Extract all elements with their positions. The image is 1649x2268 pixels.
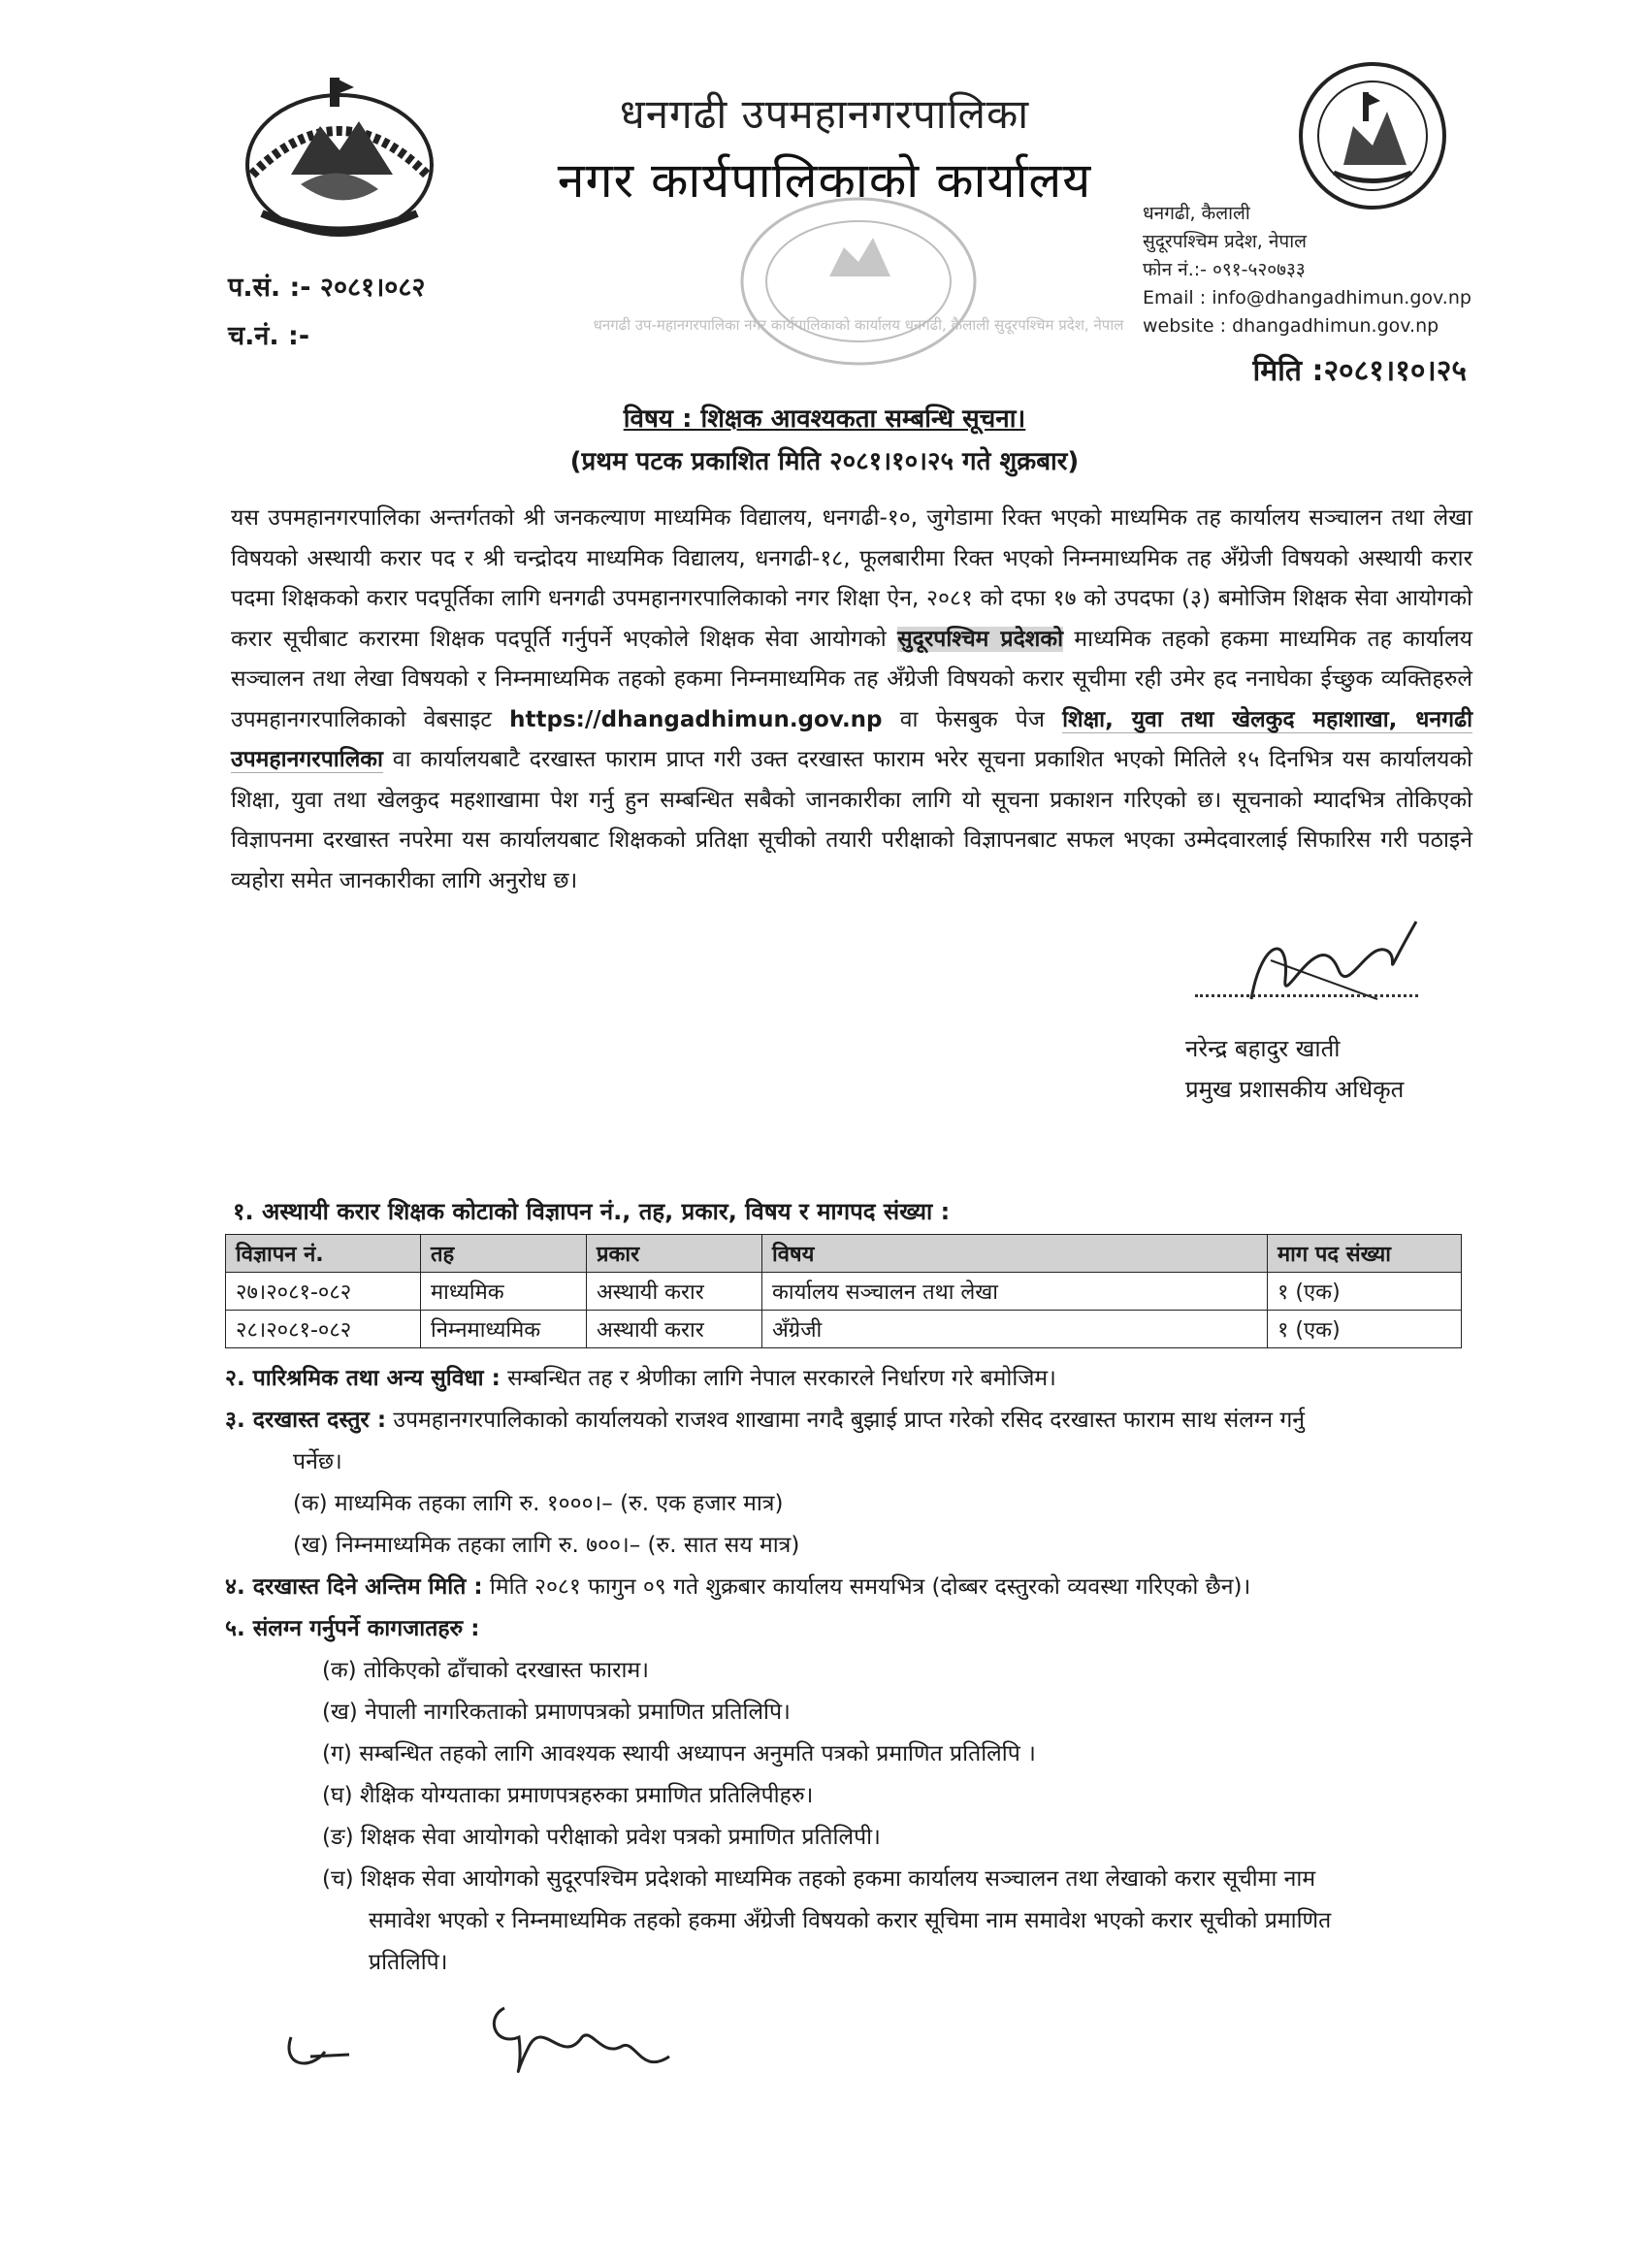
facebook-page-name: शिक्षा, युवा तथा खेलकुद महाशाखा, धनगढी उपमहानगरपालिका — [231, 706, 1473, 772]
address-text: धनगढी, कैलाली — [1143, 203, 1250, 224]
cell-level: निम्नमाध्यमिक — [421, 1311, 587, 1348]
signatory-title: प्रमुख प्रशासकीय अधिकृत — [1185, 1076, 1405, 1103]
section-2-title: २. पारिश्रमिक तथा अन्य सुविधा : — [225, 1366, 501, 1391]
doc-item: (ग) सम्बन्धित तहको लागि आवश्यक स्थायी अध्यापन अनुमति पत्रको प्रमाणित प्रतिलिपि । — [322, 1741, 1036, 1766]
reference-block — [228, 264, 425, 361]
doc-item: (घ) शैक्षिक योग्यताका प्रमाणपत्रहरुका प्रमाणित प्रतिलिपीहरु। — [322, 1783, 814, 1808]
notice-sections — [225, 1358, 1476, 1984]
cell-post-count: १ (एक) — [1268, 1273, 1462, 1311]
org-name-line2: नगर कार्यपालिकाको कार्यालय — [557, 152, 1092, 209]
handwritten-initials-icon — [272, 1979, 737, 2095]
body-part-1: यस उपमहानगरपालिका अन्तर्गतको श्री जनकल्याण माध्यमिक विद्यालय, धनगढी-१०, जुगेडामा रिक्त भएको माध्यमिक तह कार्यालय सञ्चालन तथा लेखा विषयको अस्थायी करार पद र श्री चन्द्रोदय माध्यमिक विद्यालय, धनगढी-१८, फूलबारीमा रिक्त भएको निम्नमाध्यमिक तह अँग्रेजी विषयको अस्थायी करार पदमा शिक्षकको करार पदपूर्तिका लागि धनगढी उपमहानगरपालिकाको नगर शिक्षा ऐन, २०८१ को दफा १७ को उपदफा (३) बमोजिम शिक्षक सेवा आयोगको करार सूचीबाट करारमा शिक्षक पदपूर्ति गर्नुपर्ने भएकोले शिक्षक सेवा आयोगको — [231, 505, 1472, 652]
body-highlight-province: सुदूरपश्चिम प्रदेशको — [897, 626, 1064, 652]
email-text: Email : info@dhangadhimun.gov.np — [1143, 287, 1471, 308]
notice-date: मिति :२०८१।१०।२५ — [1252, 354, 1467, 388]
section-3-text: उपमहानगरपालिकाको कार्यालयको राजश्व शाखामा नगदै बुझाई प्राप्त गरेको रसिद दरखास्त फाराम साथ संलग्न गर्नु — [393, 1408, 1306, 1433]
doc-item: (क) तोकिएको ढाँचाको दरखास्त फाराम। — [322, 1658, 649, 1683]
fee-lower-secondary: (ख) निम्नमाध्यमिक तहका लागि रु. ७००।– (रु. सात सय मात्र) — [293, 1533, 800, 1558]
signature-line — [1195, 994, 1418, 997]
col-subject: विषय — [762, 1235, 1268, 1273]
section-4-text: मिति २०८१ फागुन ०९ गते शुक्रबार कार्यालय समयभित्र (दोब्बर दस्तुरको व्यवस्था गरिएको छैन)। — [489, 1574, 1251, 1600]
section-1-title: १. अस्थायी करार शिक्षक कोटाको विज्ञापन नं., तह, प्रकार, विषय र मागपद संख्या : — [233, 1198, 951, 1225]
section-5-title: ५. संलग्न गर्नुपर्ने कागजातहरु : — [225, 1616, 480, 1641]
ref-number: प.सं. :- २०८१।०८२ — [228, 273, 426, 303]
subject-published-date: (प्रथम पटक प्रकाशित मिति २०८१।१०।२५ गते शुक्रबार) — [569, 447, 1080, 476]
table-header-row — [226, 1235, 1462, 1273]
cell-subject: कार्यालय सञ्चालन तथा लेखा — [762, 1273, 1268, 1311]
province-text: सुदूरपश्चिम प्रदेश, नेपाल — [1143, 231, 1307, 252]
col-type: प्रकार — [587, 1235, 762, 1273]
doc-item: (च) शिक्षक सेवा आयोगको सुदूरपश्चिम प्रदेशको माध्यमिक तहको हकमा कार्यालय सञ्चालन तथा लेखाको करार सूचीमा नाम — [322, 1866, 1316, 1892]
cell-type: अस्थायी करार — [587, 1273, 762, 1311]
section-3 — [225, 1400, 1476, 1442]
phone-text: फोन नं.:- ०९१-५२०७३३ — [1143, 259, 1306, 280]
signature-icon — [1232, 902, 1426, 1028]
section-4 — [225, 1567, 1476, 1608]
org-name-line1: धनगढी उपमहानगरपालिका — [619, 90, 1030, 138]
doc-item: (ङ) शिक्षक सेवा आयोगको परीक्षाको प्रवेश पत्रको प्रमाणित प्रतिलिपी। — [322, 1825, 881, 1850]
office-stamp-icon — [593, 184, 1124, 378]
section-4-title: ४. दरखास्त दिने अन्तिम मिति : — [225, 1574, 483, 1600]
table-row — [226, 1273, 1462, 1311]
cell-ad-number: २७।२०८१-०८२ — [226, 1273, 421, 1311]
signatory-block — [1185, 1028, 1404, 1110]
body-part-2: माध्यमिक तहको हकमा माध्यमिक तह कार्यालय सञ्चालन तथा लेखा विषयको र निम्नमाध्यमिक तहको हकमा निम्नमाध्यमिक तह अँग्रेजी विषयको करार सूचीमा रही उमेर हद ननाघेका ईच्छुक व्यक्तिहरुले उपमहानगरपालिकाको वेबसाइट — [231, 626, 1473, 732]
dispatch-number: च.नं. :- — [228, 321, 310, 351]
cell-ad-number: २८।२०८१-०८२ — [226, 1311, 421, 1348]
doc-item: (ख) नेपाली नागरिकताको प्रमाणपत्रको प्रमाणित प्रतिलिपि। — [322, 1700, 791, 1725]
doc-item-cont: समावेश भएको र निम्नमाध्यमिक तहको हकमा अँग्रेजी विषयको करार सूचिमा नाम समावेश भएको करार सूचीको प्रमाणित — [369, 1908, 1332, 1933]
stamp-text: धनगढी उप-महानगरपालिका नगर कार्यपालिकाको कार्यालय धनगढी, कैलाली सुदूरपश्चिम प्रदेश, नेपाल — [593, 316, 1124, 334]
table-row — [226, 1311, 1462, 1348]
website-text: website : dhangadhimun.gov.np — [1143, 315, 1439, 337]
subject-title: विषय : शिक्षक आवश्यकता सम्बन्धि सूचना। — [623, 405, 1026, 434]
signatory-name: नरेन्द्र बहादुर खाती — [1185, 1035, 1341, 1062]
website-link[interactable]: https://dhangadhimun.gov.np — [509, 706, 883, 732]
doc-item-cont: प्रतिलिपि। — [369, 1950, 448, 1975]
cell-type: अस्थायी करार — [587, 1311, 762, 1348]
subject-block — [0, 398, 1649, 483]
body-part-4: वा कार्यालयबाटै दरखास्त फाराम प्राप्त गरी उक्त दरखास्त फाराम भरेर सूचना प्रकाशित भएको मितिले १५ दिनभित्र यस कार्यालयको शिक्षा, युवा तथा खेलकुद महशाखामा पेश गर्नु हुन सम्बन्धित सबैको जानकारीका लागि यो सूचना प्रकाशन गरिएको छ। सूचनाको म्यादभित्र तोकिएको विज्ञापनमा दरखास्त नपरेमा यस कार्यालयबाट शिक्षकको प्रतिक्षा सूचीको तयारी परीक्षाको विज्ञापनबाट सफल भएका उम्मेदवारलाई सिफारिस गरी पठाइने व्यहोरा समेत जानकारीका लागि अनुरोध छ। — [231, 747, 1473, 893]
section-2 — [225, 1358, 1476, 1400]
cell-post-count: १ (एक) — [1268, 1311, 1462, 1348]
contact-block — [1143, 200, 1471, 340]
col-post-count: माग पद संख्या — [1268, 1235, 1462, 1273]
body-part-3: वा फेसबुक पेज — [899, 706, 1045, 732]
section-3-text-cont: पर्नेछ। — [293, 1449, 342, 1474]
cell-level: माध्यमिक — [421, 1273, 587, 1311]
notice-body — [231, 499, 1472, 901]
col-level: तह — [421, 1235, 587, 1273]
fee-secondary: (क) माध्यमिक तहका लागि रु. १०००।– (रु. एक हजार मात्र) — [293, 1491, 784, 1516]
section-2-text: सम्बन्धित तह र श्रेणीका लागि नेपाल सरकारले निर्धारण गरे बमोजिम। — [507, 1366, 1056, 1391]
section-3-title: ३. दरखास्त दस्तुर : — [225, 1408, 387, 1433]
advertisement-table — [225, 1234, 1462, 1348]
cell-subject: अँग्रेजी — [762, 1311, 1268, 1348]
col-ad-number: विज्ञापन नं. — [226, 1235, 421, 1273]
